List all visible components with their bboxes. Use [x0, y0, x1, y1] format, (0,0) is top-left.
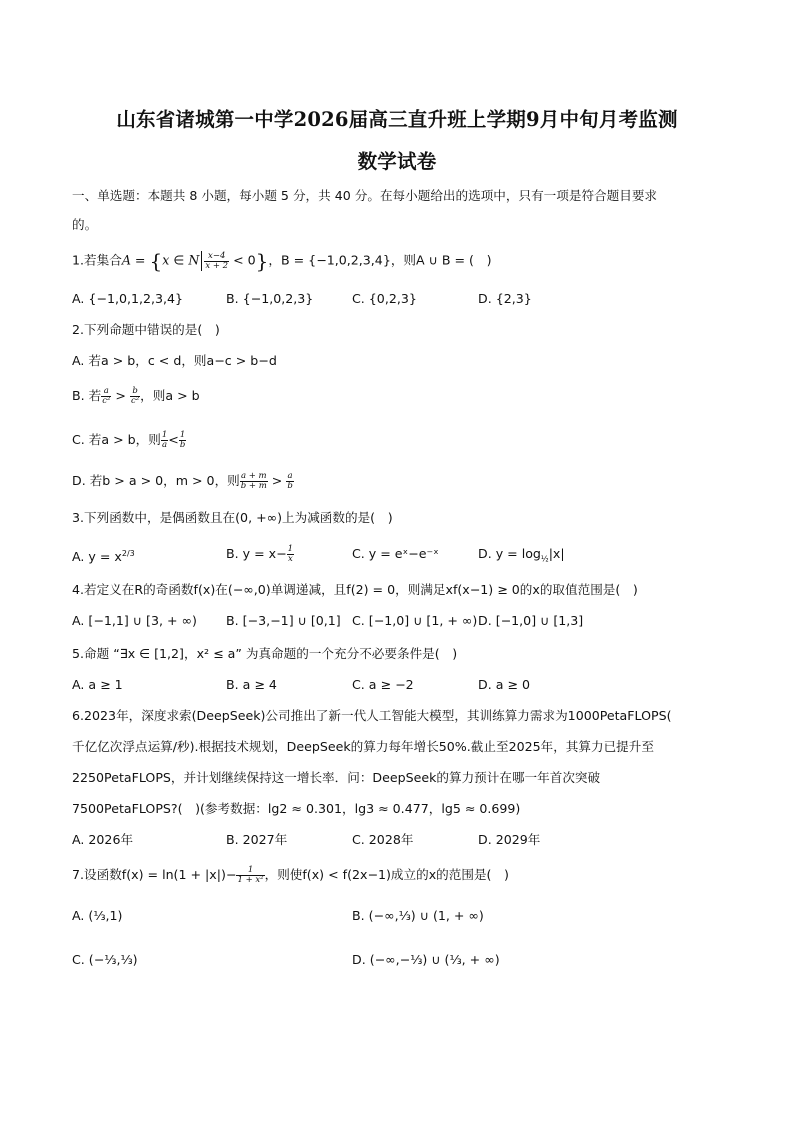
exam-title: 山东省诸城第一中学2026届高三直升班上学期9月中旬月考监测: [116, 108, 678, 131]
q2-option-c-pre: C. 若a > b，则: [72, 432, 161, 447]
q2-option-a[interactable]: A. 若a > b，c < d，则a−c > b−d: [72, 353, 277, 368]
q6-option-c[interactable]: C. 2028年: [352, 832, 414, 847]
question-5-stem: 5.命题 “∃x ∈ [1,2]，x² ≤ a” 为真命题的一个充分不必要条件是( ): [72, 646, 458, 661]
question-1-stem: 1.若集合A = {x ∈ N $\frac{x-4}{x + 2}$ < 0}，B = {−1,0,2,3,4}，则A ∪ B = ( ): [72, 249, 492, 273]
q5-option-d[interactable]: D. a ≥ 0: [478, 677, 530, 692]
question-1-rest: ，B = {−1,0,2,3,4}，则A ∪ B = ( ): [268, 252, 492, 268]
question-1-prefix: 1.若集合: [72, 252, 122, 268]
q1-option-d[interactable]: D. {2,3}: [478, 291, 532, 306]
exam-subtitle: 数学试卷: [357, 150, 437, 173]
q3-option-b[interactable]: B. y = x− $\frac{1}{x}$: [226, 544, 294, 564]
q2-option-b-post: ，则a > b: [140, 388, 200, 403]
q3-option-c[interactable]: C. y = eˣ−e⁻ˣ: [352, 546, 439, 561]
q5-option-c[interactable]: C. a ≥ −2: [352, 677, 414, 692]
q5-option-b[interactable]: B. a ≥ 4: [226, 677, 277, 692]
q3-option-d[interactable]: D. $y = \log_{\frac{1}{2}}|x|$: [478, 546, 565, 564]
question-6-line-1: 6.2023年，深度求索(DeepSeek)公司推出了新一代人工智能大模型，其训练算力需求为1000PetaFLOPS(: [72, 708, 672, 723]
q2-option-d[interactable]: D. 若b > a > 0，m > 0，则 $\frac{a + m}{b + m}$ > $\frac{a}{b}$: [72, 471, 293, 491]
q6-option-a[interactable]: A. 2026年: [72, 832, 134, 847]
question-2-stem: 2.下列命题中错误的是( ): [72, 322, 220, 337]
q4-option-a[interactable]: A. [−1,1] ∪ [3, + ∞): [72, 613, 197, 628]
question-3-stem: 3.下列函数中，是偶函数且在(0, +∞)上为减函数的是( ): [72, 510, 393, 525]
q3-option-a-text: A. y = x: [72, 549, 122, 565]
q2-option-b[interactable]: B. 若 $\frac{a}{\text{c²}}$ > $\frac{b}{\text{c²}}$ ，则a > b: [72, 386, 200, 406]
q7-option-b[interactable]: B. (−∞,⅓) ∪ (1, + ∞): [352, 908, 484, 923]
q4-option-b[interactable]: B. [−3,−1] ∪ [0,1]: [226, 613, 341, 628]
q3-option-d-text: D. y = log: [478, 546, 541, 561]
question-7-stem: 7.设函数f(x) = ln(1 + |x|)− $\frac{1}{\text{1 + x²}}$ ，则使f(x) < f(2x−1)成立的x的范围是( ): [72, 865, 509, 885]
q6-option-d[interactable]: D. 2029年: [478, 832, 541, 847]
q4-option-d[interactable]: D. [−1,0] ∪ [1,3]: [478, 613, 584, 628]
question-7-post: ，则使f(x) < f(2x−1)成立的x的范围是( ): [264, 867, 509, 882]
question-6-line-2: 千亿亿次浮点运算/秒).根据技术规划，DeepSeek的算力每年增长50%.截止至2025年，其算力已提升至: [72, 739, 654, 754]
q5-option-a[interactable]: A. a ≥ 1: [72, 677, 123, 692]
q7-option-c[interactable]: C. (−⅓,⅓): [72, 952, 138, 967]
question-6-line-4: 7500PetaFLOPS?( )(参考数据：lg2 ≈ 0.301，lg3 ≈ 0.477，lg5 ≈ 0.699): [72, 801, 521, 816]
q2-option-d-pre: D. 若b > a > 0，m > 0，则: [72, 473, 240, 488]
q4-option-c[interactable]: C. [−1,0] ∪ [1, + ∞): [352, 613, 478, 628]
q3-option-a[interactable]: A. $y = x^{2/3}$: [72, 549, 135, 565]
q1-option-b[interactable]: B. {−1,0,2,3}: [226, 291, 314, 306]
q7-option-a[interactable]: A. (⅓,1): [72, 908, 123, 923]
q2-option-b-pre: B. 若: [72, 388, 102, 403]
q6-option-b[interactable]: B. 2027年: [226, 832, 288, 847]
q7-option-d[interactable]: D. (−∞,−⅓) ∪ (⅓, + ∞): [352, 952, 500, 967]
question-4-stem: 4.若定义在R的奇函数f(x)在(−∞,0)单调递减，且f(2) = 0，则满足xf(x−1) ≥ 0的x的取值范围是( ): [72, 582, 638, 597]
question-6-line-3: 2250PetaFLOPS，并计划继续保持这一增长率．问：DeepSeek的算力预计在哪一年首次突破: [72, 770, 601, 785]
section-instruction: 一、单选题：本题共 8 小题，每小题 5 分，共 40 分。在每小题给出的选项中，只有一项是符合题目要求: [72, 188, 658, 203]
q3-option-b-text: B. y = x−: [226, 546, 287, 561]
q1-option-a[interactable]: A. {−1,0,1,2,3,4}: [72, 291, 184, 306]
q1-option-c[interactable]: C. {0,2,3}: [352, 291, 417, 306]
section-instruction-cont: 的。: [72, 217, 98, 232]
q2-option-c[interactable]: C. 若a > b，则 $\frac{1}{a}$ < $\frac{1}{b}$: [72, 430, 186, 450]
question-7-pre: 7.设函数f(x) = ln(1 + |x|)−: [72, 867, 237, 882]
